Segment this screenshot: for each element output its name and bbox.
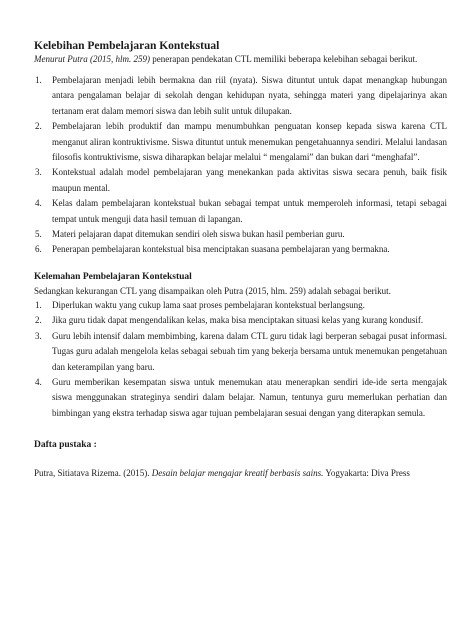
section2 bbox=[34, 271, 447, 421]
section1-title: Kelebihan Pembelajaran Kontekstual bbox=[34, 40, 220, 52]
list-item-number: 2. bbox=[35, 315, 42, 326]
list-item bbox=[34, 242, 447, 257]
list-item-number: 2. bbox=[35, 121, 42, 132]
list-item-number: 3. bbox=[35, 330, 42, 341]
list-item-text: Pembelajaran menjadi lebih bermakna dan riil (nyata). Siswa dituntut untuk dapat menangkap hubungan antara pengalaman belajar di sekolah dengan kehidupan nyata, sehingga materi yang dipelajarinya akan tertanam erat dalam memori siswa dan lebih sulit untuk dilupakan. bbox=[52, 75, 447, 116]
list-item-text: Pembelajaran lebih produktif dan mampu menumbuhkan penguatan konsep kepada siswa karena CTL menganut aliran kontruktivisme. Siswa dituntut untuk menemukan pengetahuannya sendiri. Melalui landasan filosofis kontruktivisme, siswa diharapkan belajar melalui “ mengalami” dan bukan dari “menghafal”. bbox=[52, 121, 447, 163]
list-item-number: 4. bbox=[35, 376, 42, 387]
list-item-text: Kontekstual adalah model pembelajaran yang menekankan pada aktivitas siswa secara penuh, baik fisik maupun mental. bbox=[52, 167, 447, 193]
section1-intro bbox=[34, 53, 447, 65]
list-item bbox=[34, 165, 447, 196]
list-item bbox=[34, 227, 447, 242]
list-item-number: 1. bbox=[35, 75, 42, 85]
list-item-text: Materi pelajaran dapat ditemukan sendiri oleh siswa bukan hasil pemberian guru. bbox=[52, 229, 345, 240]
list-item bbox=[34, 119, 447, 165]
reference-entry bbox=[34, 466, 447, 480]
references-title: Dafta pustaka : bbox=[34, 440, 97, 451]
list-item-number: 5. bbox=[35, 229, 42, 240]
section1-intro-cite: Menurut Putra (2015, hlm. 259) bbox=[34, 54, 150, 64]
disadvantages-list bbox=[34, 298, 447, 421]
list-item-text: Jika guru tidak dapat mengendalikan kelas, maka bisa menciptakan situasi kelas yang kurang kondusif. bbox=[52, 315, 424, 326]
section2-title: Kelemahan Pembelajaran Kontekstual bbox=[34, 271, 192, 282]
list-item-number: 4. bbox=[35, 198, 42, 209]
list-item bbox=[34, 375, 447, 421]
list-item bbox=[34, 73, 447, 119]
reference-author: Putra, Sitiatava Rizema. (2015). bbox=[34, 468, 152, 479]
reference-publisher: Yogyakarta: Diva Press bbox=[323, 468, 410, 479]
list-item bbox=[34, 298, 447, 313]
advantages-list bbox=[34, 73, 447, 258]
section2-intro: Sedangkan kekurangan CTL yang disampaikan oleh Putra (2015, hlm. 259) adalah sebagai berikut. bbox=[34, 285, 391, 296]
list-item bbox=[34, 196, 447, 227]
list-item-text: Diperlukan waktu yang cukup lama saat proses pembelajaran kontekstual berlangsung. bbox=[52, 299, 365, 310]
list-item-number: 1. bbox=[35, 299, 42, 310]
list-item bbox=[34, 313, 447, 328]
section1-intro-text: penerapan pendekatan CTL memiliki beberapa kelebihan sebagai berikut. bbox=[150, 54, 418, 64]
list-item-text: Kelas dalam pembelajaran kontekstual bukan sebagai tempat untuk memperoleh informasi, tetapi sebagai tempat untuk menguji data hasil temuan di lapangan. bbox=[52, 198, 447, 224]
list-item-number: 6. bbox=[35, 244, 42, 255]
list-item-number: 3. bbox=[35, 167, 42, 178]
list-item-text: Guru lebih intensif dalam membimbing, karena dalam CTL guru tidak lagi berperan sebagai pusat informasi. Tugas guru adalah mengelola kelas sebagai sebuah tim yang bekerja bersama untuk menemukan pengetahuan dan keterampilan yang baru. bbox=[52, 330, 447, 372]
list-item bbox=[34, 329, 447, 375]
reference-title: Desain belajar mengajar kreatif berbasis sains. bbox=[151, 468, 324, 479]
list-item-text: Penerapan pembelajaran kontekstual bisa menciptakan suasana pembelajaran yang bermakna. bbox=[52, 244, 390, 255]
list-item-text: Guru memberikan kesempatan siswa untuk menemukan atau menerapkan sendiri ide-ide serta mengajak siswa menggunakan strateginya sendiri dalam belajar. Namun, tentunya guru memerlukan perhatian dan bimbingan yang ekstra terhadap siswa agar tujuan pembelajaran sesuai dengan yang diterapkan semula. bbox=[52, 376, 447, 418]
